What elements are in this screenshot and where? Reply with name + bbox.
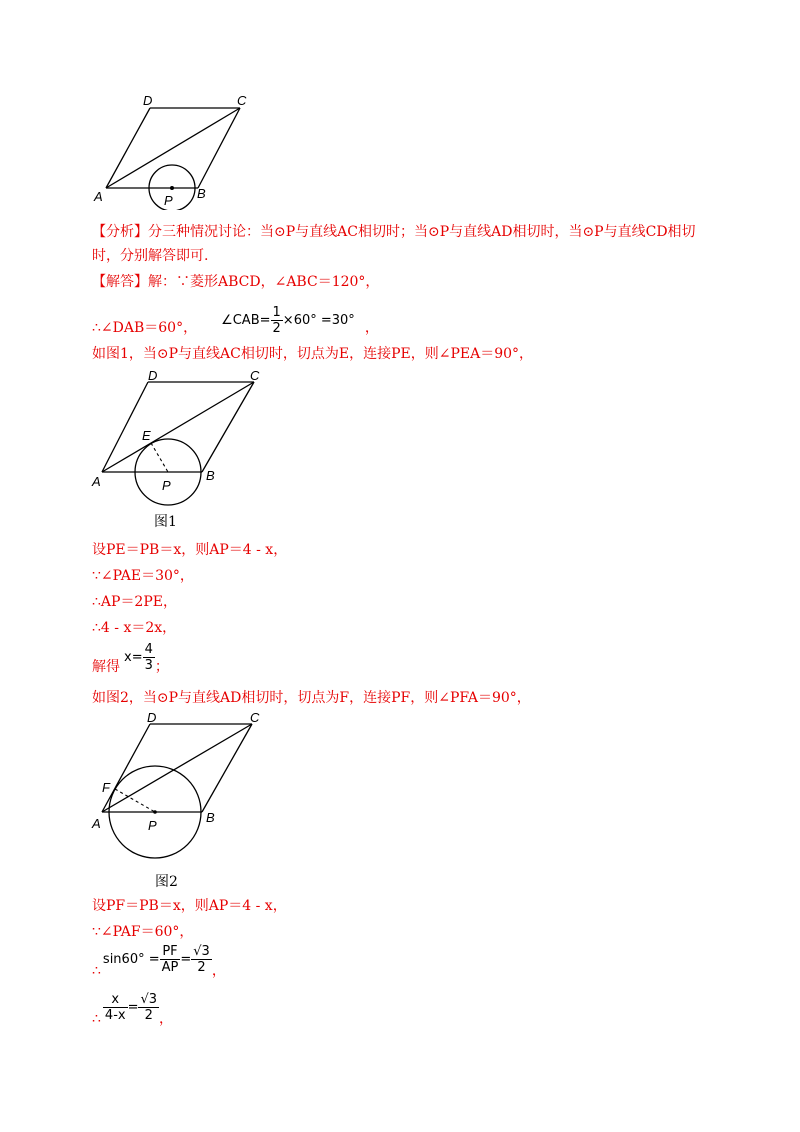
label-C: C bbox=[250, 368, 260, 383]
solution-line-1: 【解答】解：∵菱形ABCD，∠ABC＝120°， bbox=[92, 274, 380, 290]
case2-line-4 bbox=[92, 992, 173, 1029]
x-ratio-expr bbox=[103, 992, 159, 1023]
analysis-line-2: 时，分别解答即可. bbox=[92, 248, 209, 264]
rhombus-diagram-top bbox=[88, 90, 258, 210]
case2-line-3-therefore: ∴ bbox=[92, 963, 101, 979]
label-P: P bbox=[148, 818, 157, 833]
case1-line-4: ∴4 - x＝2x， bbox=[92, 620, 177, 636]
fraction-one-half bbox=[271, 305, 283, 336]
frac-den: 2 bbox=[144, 1008, 153, 1023]
label-P: P bbox=[164, 193, 173, 208]
rhombus-diagram-1 bbox=[88, 366, 288, 506]
case2-line-3 bbox=[92, 944, 226, 981]
case2-line-2: ∵∠PAF＝60°， bbox=[92, 924, 194, 940]
figure-2 bbox=[88, 708, 288, 868]
case2-line-4-suffix: ， bbox=[159, 1011, 174, 1027]
frac-den: AP bbox=[161, 960, 179, 975]
label-D: D bbox=[147, 710, 157, 725]
label-B: B bbox=[206, 810, 215, 825]
frac-den: 3 bbox=[144, 658, 153, 673]
fraction-x-4mx bbox=[103, 992, 128, 1023]
frac-num: 1 bbox=[272, 304, 281, 320]
case1-line-5 bbox=[92, 642, 169, 677]
angle-cab-left: ∠CAB= bbox=[221, 312, 271, 328]
fraction-sqrt3-2 bbox=[191, 944, 212, 975]
case2-line-4-therefore: ∴ bbox=[92, 1011, 101, 1027]
case2-line-3-suffix: ， bbox=[211, 963, 226, 979]
case1-intro: 如图1，当⊙P与直线AC相切时，切点为E，连接PE，则∠PEA＝90°， bbox=[92, 346, 534, 362]
label-B: B bbox=[197, 186, 206, 201]
x-equals-expr bbox=[124, 642, 155, 673]
label-A: A bbox=[94, 189, 103, 204]
frac-num: √3 bbox=[193, 944, 210, 959]
fraction-pf-ap bbox=[160, 944, 181, 975]
figure-rhombus-top bbox=[88, 90, 258, 210]
fraction-sqrt3-2 bbox=[138, 992, 159, 1023]
case2-intro: 如图2，当⊙P与直线AD相切时，切点为F，连接PF，则∠PFA＝90°， bbox=[92, 690, 531, 706]
label-F: F bbox=[102, 780, 110, 795]
angle-cab-expr bbox=[221, 305, 355, 336]
frac-den: 2 bbox=[197, 960, 206, 975]
label-P: P bbox=[162, 478, 171, 493]
label-C: C bbox=[237, 93, 247, 108]
frac-num: x bbox=[103, 992, 128, 1008]
angle-cab-right: ×60° =30° bbox=[282, 312, 355, 328]
x-equals: x= bbox=[124, 650, 143, 665]
sin60: sin60° = bbox=[102, 952, 160, 967]
label-C: C bbox=[250, 710, 260, 725]
analysis-line-1: 【分析】分三种情况讨论：当⊙P与直线AC相切时；当⊙P与直线AD相切时，当⊙P与直线CD相切 bbox=[92, 224, 696, 240]
case1-line-2: ∵∠PAE＝30°， bbox=[92, 568, 194, 584]
label-A: A bbox=[92, 474, 101, 489]
solution-line-2 bbox=[92, 302, 379, 338]
figure-1 bbox=[88, 366, 288, 506]
solution-line-2-prefix: ∴∠DAB＝60°， bbox=[92, 320, 198, 336]
solution-line-2-suffix: ， bbox=[364, 320, 379, 336]
case2-line-1: 设PF＝PB＝x，则AP＝4 - x， bbox=[92, 898, 287, 914]
rhombus-diagram-2 bbox=[88, 708, 288, 868]
figure-1-caption: 图1 bbox=[154, 514, 177, 530]
case1-line-3: ∴AP＝2PE， bbox=[92, 594, 177, 610]
fraction-four-thirds bbox=[143, 642, 155, 673]
figure-2-caption: 图2 bbox=[155, 874, 178, 890]
case1-line-1: 设PE＝PB＝x，则AP＝4 - x， bbox=[92, 542, 288, 558]
equals: = bbox=[127, 1000, 139, 1015]
case1-line-5-suffix: ； bbox=[154, 659, 169, 675]
frac-num: √3 bbox=[140, 992, 158, 1007]
equals: = bbox=[180, 952, 192, 967]
label-D: D bbox=[143, 93, 153, 108]
case1-line-5-prefix: 解得 bbox=[92, 659, 120, 675]
label-D: D bbox=[148, 368, 158, 383]
frac-num: 4 bbox=[144, 642, 153, 657]
label-B: B bbox=[206, 468, 215, 483]
frac-num: PF bbox=[160, 944, 181, 960]
frac-den: 2 bbox=[272, 320, 281, 336]
label-A: A bbox=[92, 816, 101, 831]
frac-den: 4-x bbox=[104, 1008, 126, 1023]
sin60-expr bbox=[103, 944, 212, 975]
label-E: E bbox=[142, 428, 151, 443]
